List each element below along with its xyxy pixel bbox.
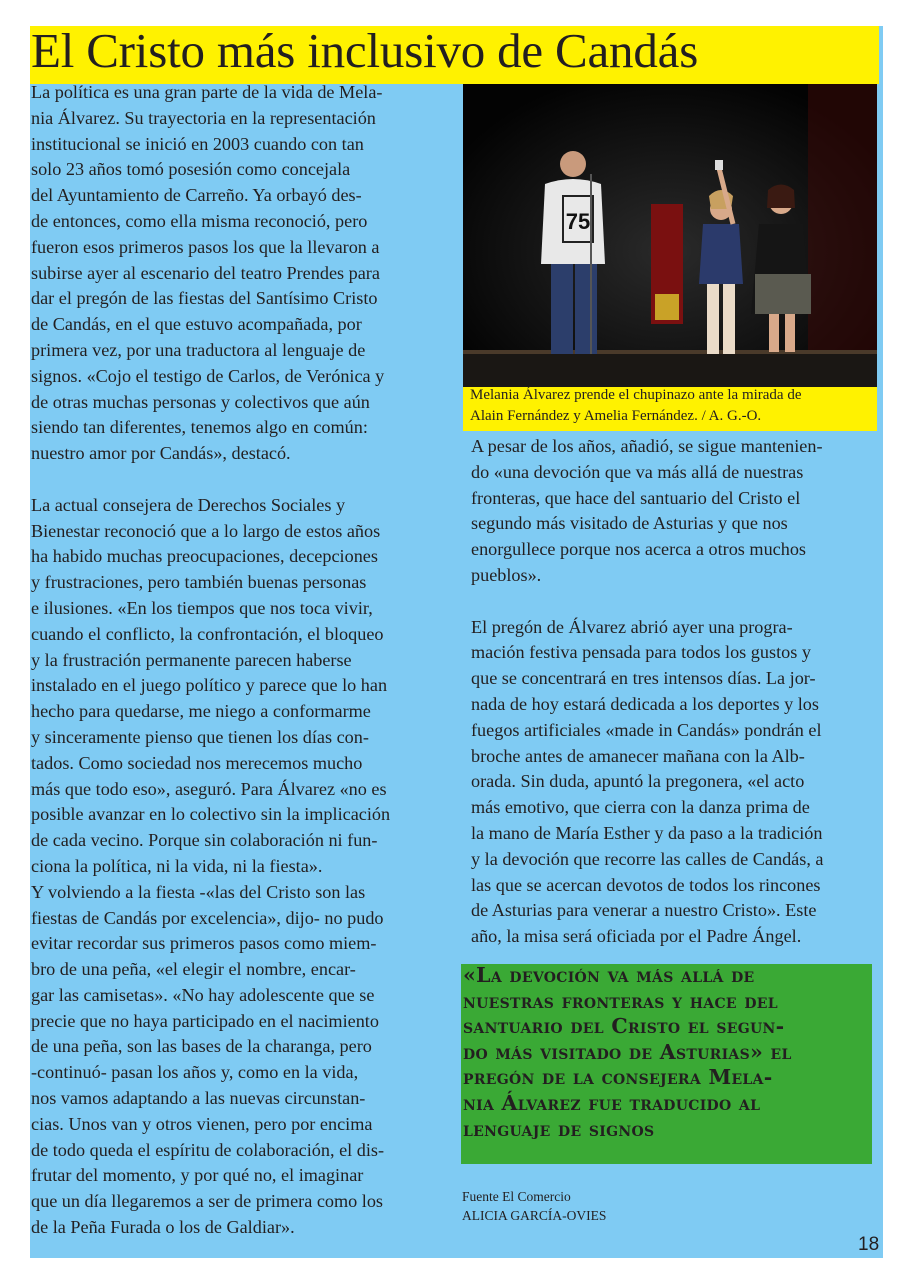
text-line: las que se acercan devotos de todos los rincones	[471, 874, 821, 895]
right-column-text	[471, 434, 823, 950]
text-line: segundo más visitado de Asturias y que nos	[471, 513, 788, 534]
text-line: Bienestar reconoció que a lo largo de estos años	[31, 520, 381, 541]
left-column-text	[31, 80, 390, 1241]
text-line: signos. «Cojo el testigo de Carlos, de Verónica y	[31, 365, 385, 386]
text-line: precie que no haya participado en el nacimiento	[31, 1010, 379, 1031]
pull-quote-line: do más visitado de Asturias» el	[463, 1039, 792, 1064]
pull-quote-line: santuario del Cristo el segun-	[463, 1014, 785, 1039]
text-line: mación festiva pensada para todos los gustos y	[471, 642, 811, 663]
text-line: nia Álvarez. Su trayectoria en la representación	[31, 107, 376, 128]
pull-quote-line: lenguaje de signos	[463, 1116, 655, 1141]
caption-line: Alain Fernández y Amelia Fernández. / A. G.-O.	[470, 408, 762, 424]
text-line: primera vez, por una traductora al lenguaje de	[31, 339, 366, 360]
paragraph-gap	[471, 589, 823, 615]
text-line: de una peña, son las bases de la charanga, pero	[31, 1036, 372, 1057]
text-line: evitar recordar sus primeros pasos como miem-	[31, 933, 377, 954]
article-title: El Cristo más inclusivo de Candás	[31, 23, 699, 78]
text-line: que se concentrará en tres intensos días. La jor-	[471, 668, 816, 689]
text-line: y la devoción que recorre las calles de Candás, a	[471, 848, 824, 869]
text-line: de cada vecino. Porque sin colaboración ni fun-	[31, 830, 378, 851]
text-line: ha habido muchas preocupaciones, decepciones	[31, 546, 378, 567]
text-line: fueron esos primeros pasos los que la llevaron a	[31, 236, 380, 257]
text-line: nuestro amor por Candás», destacó.	[31, 443, 291, 464]
text-line: de la Peña Furada o los de Galdiar».	[31, 1217, 295, 1238]
text-line: bro de una peña, «el elegir el nombre, encar-	[31, 959, 356, 980]
text-line: y sinceramente pienso que tienen los días con-	[31, 726, 369, 747]
text-line: instalado en el juego político y parece que lo han	[31, 675, 388, 696]
text-line: de Candás, en el que estuvo acompañada, por	[31, 314, 362, 335]
text-line: institucional se inició en 2003 cuando con tan	[31, 133, 364, 154]
text-line: y la frustración permanente parecen haberse	[31, 649, 352, 670]
page-number: 18	[858, 1234, 880, 1255]
source-line: ALICIA GARCÍA-OVIES	[462, 1208, 607, 1223]
text-line: hecho para quedarse, me niego a conformarme	[31, 701, 371, 722]
text-line: enorgullece porque nos acerca a otros muchos	[471, 539, 806, 560]
pull-quote-line: nuestras fronteras y hace del	[463, 988, 778, 1013]
text-line: tados. Como sociedad nos merecemos mucho	[31, 752, 363, 773]
text-line: fuegos artificiales «made in Candás» pondrán el	[471, 719, 822, 740]
text-line: La actual consejera de Derechos Sociales y	[31, 494, 346, 515]
pull-quote-line: «La devoción va más allá de	[463, 963, 755, 987]
text-line: ciona la política, ni la vida, ni la fiesta».	[31, 855, 323, 876]
pull-quote-line: nia Álvarez fue traducido al	[463, 1090, 761, 1115]
text-line: gar las camisetas». «No hay adolescente que se	[31, 984, 375, 1005]
text-line: fiestas de Candás por excelencia», dijo- no pudo	[31, 907, 384, 928]
text-line: más emotivo, que cierra con la danza prima de	[471, 797, 810, 818]
shirt-number-text: 75	[565, 209, 591, 234]
photo-caption	[470, 385, 802, 427]
text-line: La política es una gran parte de la vida de Mela-	[31, 82, 383, 102]
text-line: año, la misa será oficiada por el Padre Ángel.	[471, 926, 802, 947]
text-line: posible avanzar en lo colectivo sin la implicación	[31, 804, 391, 825]
text-line: orada. Sin duda, apuntó la pregonera, «el acto	[471, 771, 805, 792]
text-line: Y volviendo a la fiesta -«las del Cristo son las	[31, 881, 366, 902]
text-line: nos vamos adaptando a las nuevas circunstan-	[31, 1088, 366, 1109]
text-line: la mano de María Esther y da paso a la tradición	[471, 822, 823, 843]
article-source	[462, 1187, 606, 1225]
text-line: nada de hoy estará dedicada a los deportes y los	[471, 693, 819, 714]
text-line: do «una devoción que va más allá de nuestras	[471, 461, 804, 482]
caption-line: Melania Álvarez prende el chupinazo ante la mirada de	[470, 387, 802, 403]
text-line: dar el pregón de las fiestas del Santísimo Cristo	[31, 288, 378, 309]
text-line: cias. Unos van y otros vienen, pero por encima	[31, 1113, 373, 1134]
text-line: que un día llegaremos a ser de primera como los	[31, 1191, 384, 1212]
text-line: de Asturias para venerar a nuestro Cristo». Este	[471, 900, 817, 921]
text-line: de otras muchas personas y colectivos que aún	[31, 391, 370, 412]
stage-photo-illustration	[463, 84, 877, 388]
paragraph-gap	[31, 467, 390, 493]
pull-quote	[463, 963, 792, 1142]
text-line: fronteras, que hace del santuario del Cristo el	[471, 487, 801, 508]
text-line: frutar del momento, y por qué no, el imaginar	[31, 1165, 364, 1186]
text-line: y frustraciones, pero también buenas personas	[31, 572, 367, 593]
text-line: broche antes de amanecer mañana con la Alb-	[471, 745, 805, 766]
text-line: e ilusiones. «En los tiempos que nos toca vivir,	[31, 597, 373, 618]
event-photo	[463, 84, 877, 388]
pull-quote-line: pregón de la consejera Mela-	[463, 1065, 773, 1090]
text-line: más que todo eso», aseguró. Para Álvarez «no es	[31, 778, 387, 799]
text-line: de todo queda el espíritu de colaboración, el dis-	[31, 1139, 385, 1160]
text-line: A pesar de los años, añadió, se sigue mantenien-	[471, 436, 823, 456]
text-line: del Ayuntamiento de Carreño. Ya orbayó des-	[31, 185, 362, 206]
text-line: solo 23 años tomó posesión como concejala	[31, 159, 351, 180]
text-line: siendo tan diferentes, tenemos algo en común:	[31, 417, 368, 438]
text-line: pueblos».	[471, 564, 542, 585]
text-line: El pregón de Álvarez abrió ayer una progra-	[471, 616, 793, 637]
text-line: -continuó- pasan los años y, como en la vida,	[31, 1062, 359, 1083]
source-line: Fuente El Comercio	[462, 1189, 571, 1204]
text-line: subirse ayer al escenario del teatro Prendes para	[31, 262, 380, 283]
text-line: cuando el conflicto, la confrontación, el bloqueo	[31, 623, 384, 644]
text-line: de entonces, como ella misma reconoció, pero	[31, 210, 368, 231]
